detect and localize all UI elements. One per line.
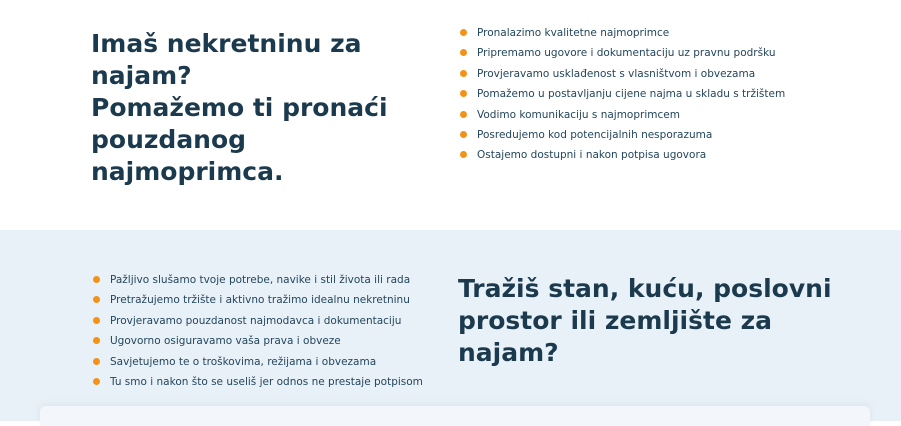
bullet-dot-icon bbox=[93, 337, 100, 344]
bullet-dot-icon bbox=[460, 29, 467, 36]
list-item bbox=[93, 375, 423, 389]
list-item-text: Provjeravamo usklađenost s vlasništvom i obvezama bbox=[477, 67, 756, 80]
bullet-dot-icon bbox=[460, 131, 467, 138]
tenant-headline-line: prostor ili zemljište za najam? bbox=[458, 306, 773, 367]
list-item bbox=[93, 314, 423, 328]
tenant-headline bbox=[458, 273, 838, 369]
landlord-headline-line: Pomažemo ti pronaći bbox=[91, 93, 388, 122]
list-item bbox=[460, 87, 785, 101]
next-card-edge bbox=[40, 406, 870, 426]
tenant-headline-line: Tražiš stan, kuću, poslovni bbox=[458, 274, 832, 303]
list-item-text: Tu smo i nakon što se useliš jer odnos ne prestaje potpisom bbox=[110, 375, 423, 388]
list-item-text: Pripremamo ugovore i dokumentaciju uz pravnu podršku bbox=[477, 47, 776, 60]
bullet-dot-icon bbox=[460, 70, 467, 77]
list-item-text: Pronalazimo kvalitetne najmoprimce bbox=[477, 27, 670, 39]
list-item bbox=[460, 46, 785, 60]
list-item-text: Pažljivo slušamo tvoje potrebe, navike i stil života ili rada bbox=[110, 274, 411, 286]
list-item-text: Posredujemo kod potencijalnih nesporazuma bbox=[477, 128, 713, 141]
list-item-text: Vodimo komunikaciju s najmoprimcem bbox=[477, 108, 680, 121]
list-item-text: Provjeravamo pouzdanost najmodavca i dokumentaciju bbox=[110, 314, 402, 327]
list-item-text: Ugovorno osiguravamo vaša prava i obveze bbox=[110, 335, 341, 348]
bullet-dot-icon bbox=[460, 111, 467, 118]
landlord-headline-line: Imaš nekretninu za najam? bbox=[91, 29, 362, 90]
bullet-dot-icon bbox=[93, 358, 100, 365]
bullet-dot-icon bbox=[93, 317, 100, 324]
list-item bbox=[460, 108, 785, 122]
list-item bbox=[93, 355, 423, 369]
list-item bbox=[93, 293, 423, 307]
list-item bbox=[460, 128, 785, 142]
list-item bbox=[93, 334, 423, 348]
list-item bbox=[93, 273, 423, 287]
list-item-text: Pretražujemo tržište i aktivno tražimo idealnu nekretninu bbox=[110, 294, 410, 307]
list-item-text: Pomažemo u postavljanju cijene najma u skladu s tržištem bbox=[477, 88, 786, 101]
list-item bbox=[460, 67, 785, 81]
bullet-dot-icon bbox=[460, 90, 467, 97]
bullet-dot-icon bbox=[460, 49, 467, 56]
bullet-dot-icon bbox=[93, 378, 100, 385]
list-item bbox=[460, 26, 785, 40]
landlord-benefits-list bbox=[460, 26, 785, 169]
list-item bbox=[460, 148, 785, 162]
landlord-headline-line: pouzdanog najmoprimca. bbox=[91, 125, 284, 186]
tenant-benefits-list bbox=[93, 273, 423, 395]
list-item-text: Ostajemo dostupni i nakon potpisa ugovora bbox=[477, 149, 707, 162]
bullet-dot-icon bbox=[93, 276, 100, 283]
bullet-dot-icon bbox=[93, 296, 100, 303]
bullet-dot-icon bbox=[460, 151, 467, 158]
list-item-text: Savjetujemo te o troškovima, režijama i obvezama bbox=[110, 355, 377, 368]
landlord-headline bbox=[91, 28, 421, 188]
